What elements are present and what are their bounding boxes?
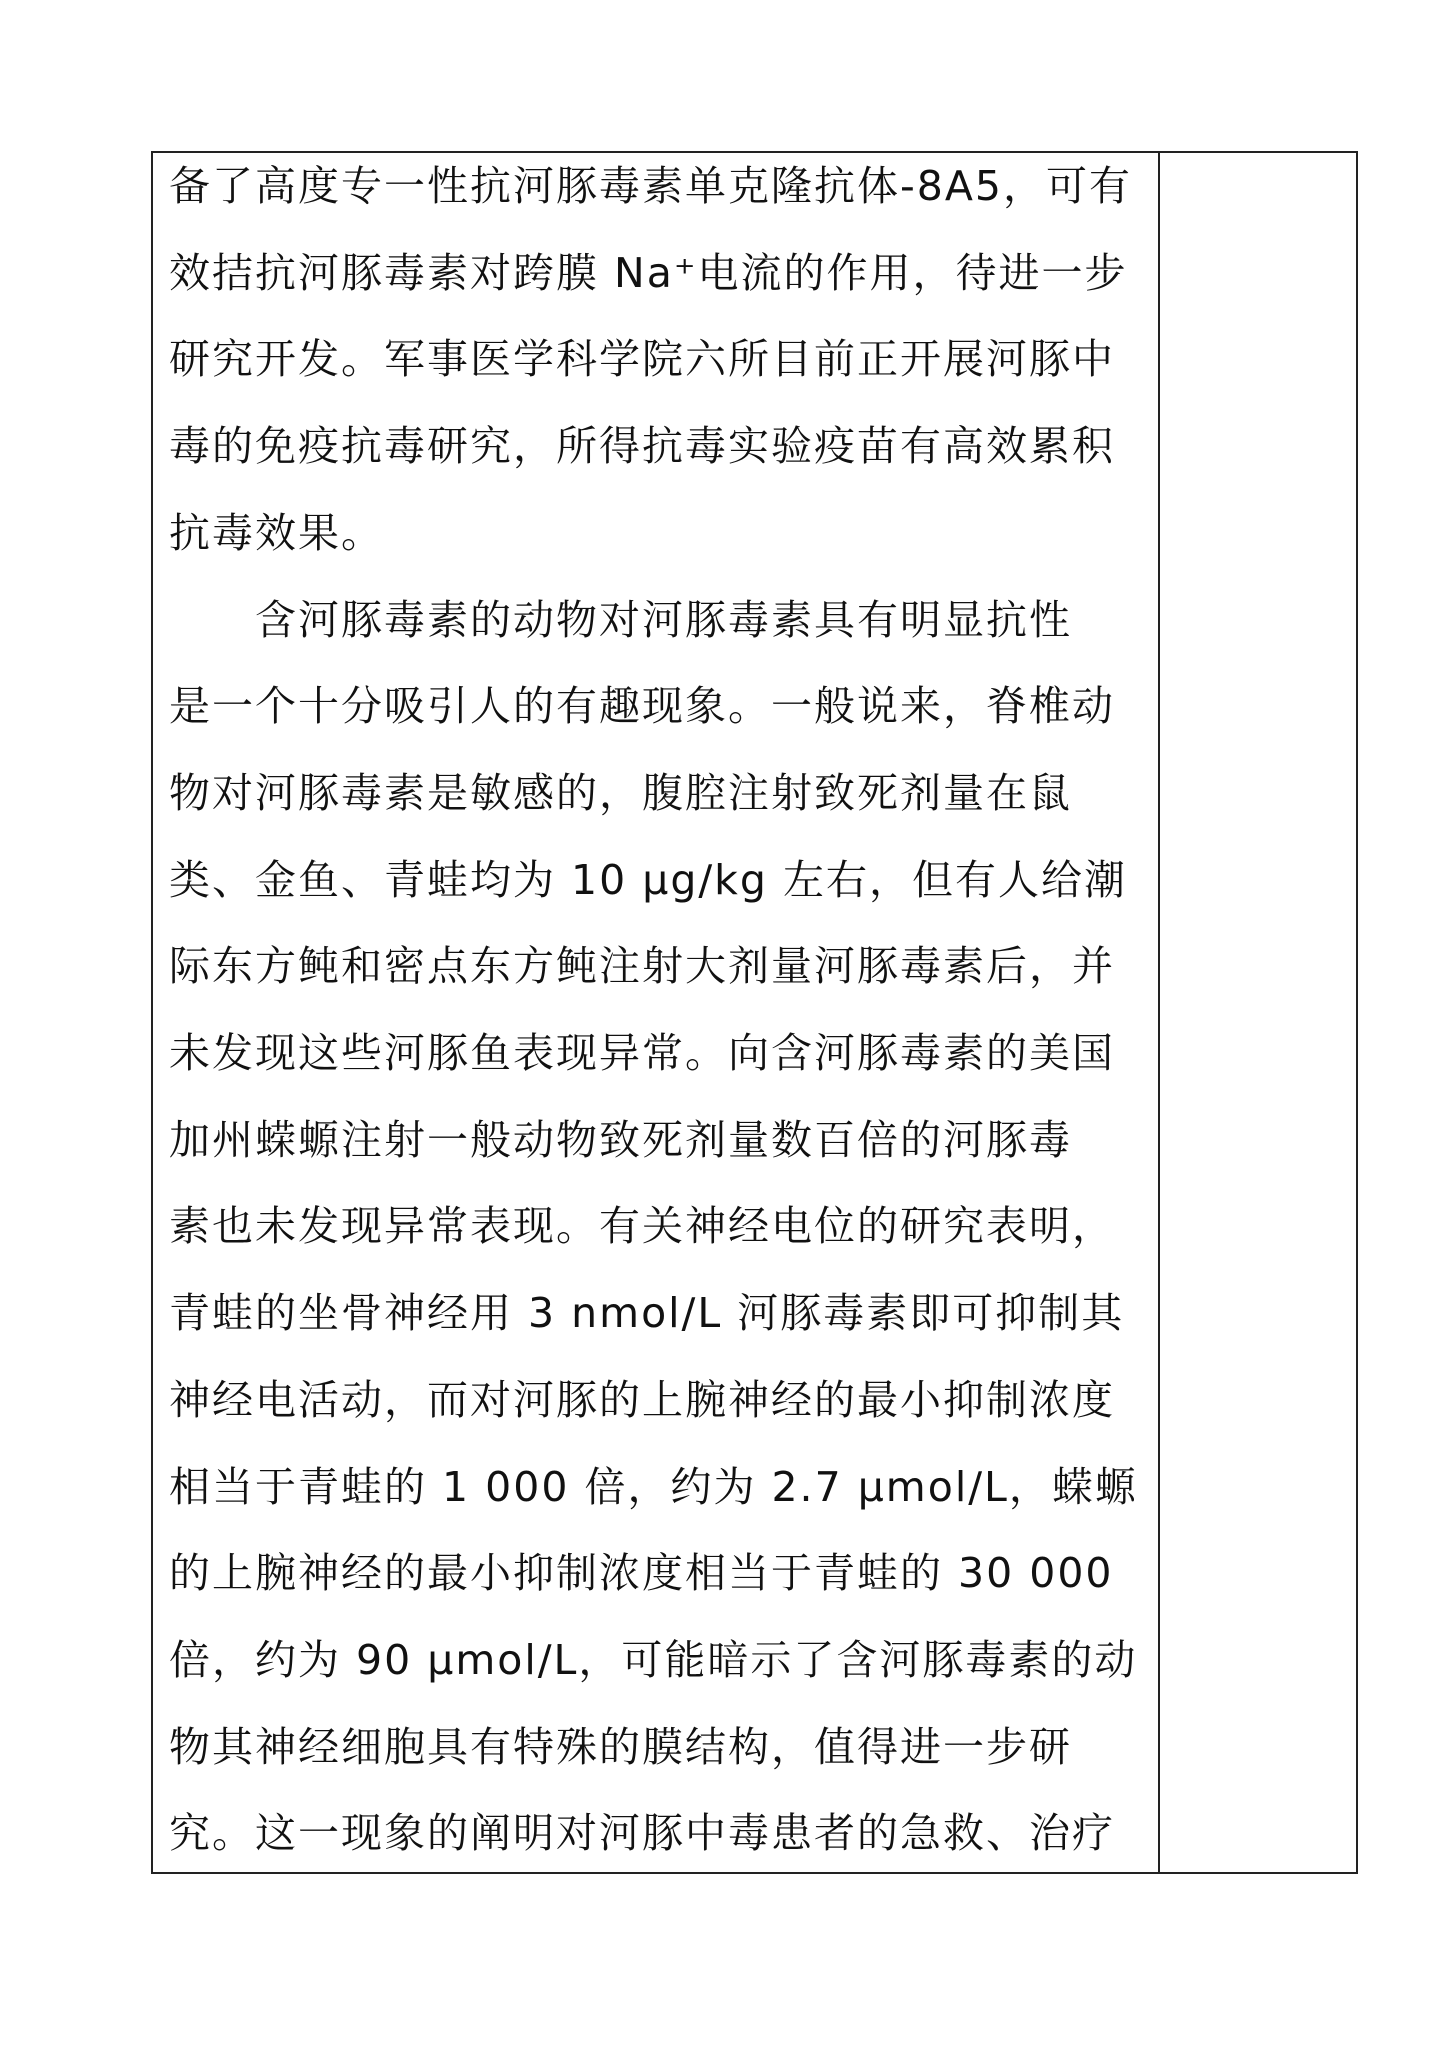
text-line-9: 类、金鱼、青蛙均为 10 μg/kg 左右，但有人给潮 xyxy=(169,855,1127,904)
text-line-4: 毒的免疫抗毒研究，所得抗毒实验疫苗有高效累积 xyxy=(169,422,1115,471)
text-line-16: 相当于青蛙的 1 000 倍，约为 2.7 μmol/L，蝾螈 xyxy=(169,1462,1138,1511)
text-line-5: 抗毒效果。 xyxy=(169,508,384,557)
text-line-15: 神经电活动，而对河豚的上腕神经的最小抑制浓度 xyxy=(169,1375,1115,1424)
table-frame xyxy=(151,151,1358,1874)
empty-side-cell xyxy=(1160,153,1356,1872)
text-line-7: 是一个十分吸引人的有趣现象。一般说来，脊椎动 xyxy=(169,682,1115,731)
text-line-13: 素也未发现异常表现。有关神经电位的研究表明， xyxy=(169,1202,1115,1251)
text-line-18: 倍，约为 90 μmol/L，可能暗示了含河豚毒素的动 xyxy=(169,1635,1138,1684)
text-line-6-indented: 含河豚毒素的动物对河豚毒素具有明显抗性 xyxy=(255,595,1072,644)
text-line-8: 物对河豚毒素是敏感的，腹腔注射致死剂量在鼠 xyxy=(169,768,1072,817)
text-line-19: 物其神经细胞具有特殊的膜结构，值得进一步研 xyxy=(169,1722,1072,1771)
text-line-11: 未发现这些河豚鱼表现异常。向含河豚毒素的美国 xyxy=(169,1029,1115,1077)
text-line-12: 加州蝾螈注射一般动物致死剂量数百倍的河豚毒 xyxy=(169,1115,1072,1164)
text-line-20: 究。这一现象的阐明对河豚中毒患者的急救、治疗 xyxy=(169,1809,1115,1858)
text-line-1: 备了高度专一性抗河豚毒素单克隆抗体-8A5，可有 xyxy=(169,162,1133,210)
text-line-10: 际东方鲀和密点东方鲀注射大剂量河豚毒素后，并 xyxy=(169,942,1115,991)
text-cell xyxy=(169,161,1154,1861)
text-line-3: 研究开发。军事医学科学院六所目前正开展河豚中 xyxy=(169,335,1115,384)
text-line-17: 的上腕神经的最小抑制浓度相当于青蛙的 30 000 xyxy=(169,1549,1114,1598)
text-line-2: 效拮抗河豚毒素对跨膜 Na⁺电流的作用，待进一步 xyxy=(169,248,1128,297)
text-line-14: 青蛙的坐骨神经用 3 nmol/L 河豚毒素即可抑制其 xyxy=(169,1289,1125,1338)
